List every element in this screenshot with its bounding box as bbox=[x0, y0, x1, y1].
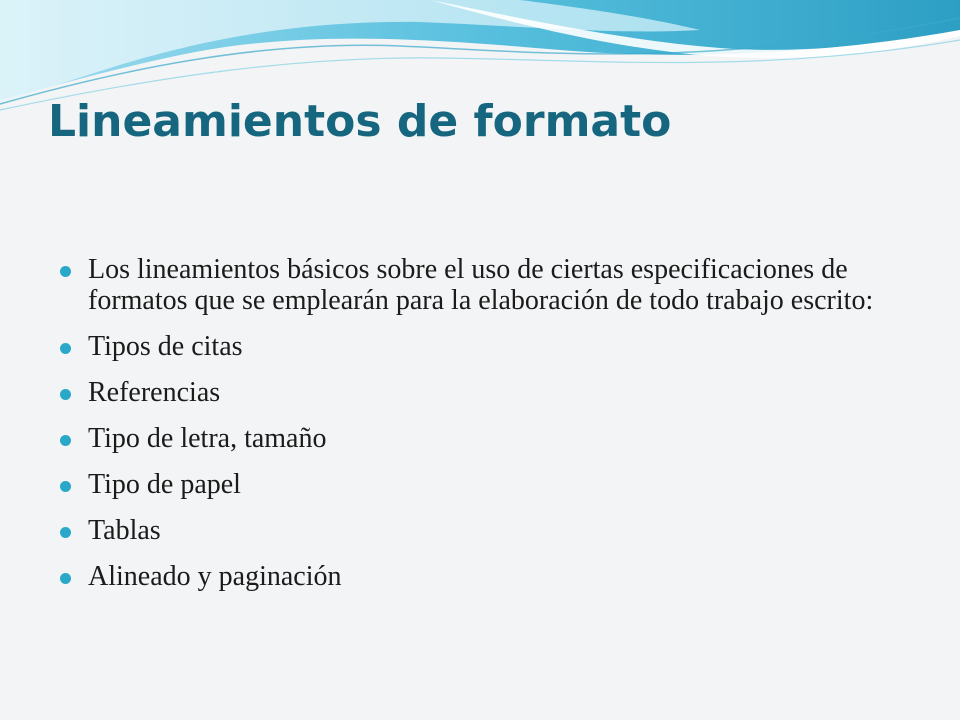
list-item-text: Los lineamientos básicos sobre el uso de ciertas especificaciones de formatos que se emplearán para la elaboración de todo trabajo escrito: bbox=[88, 254, 874, 316]
bullet-dot-icon bbox=[60, 343, 71, 354]
list-item bbox=[60, 515, 910, 546]
list-item bbox=[60, 561, 910, 592]
list-item-text: Tipo de papel bbox=[88, 469, 241, 500]
list-item-text: Tablas bbox=[88, 515, 161, 546]
list-item-text: Tipos de citas bbox=[88, 331, 243, 362]
list-item-text: Tipo de letra, tamaño bbox=[88, 423, 327, 454]
bullet-dot-icon bbox=[60, 435, 71, 446]
bullet-list bbox=[60, 254, 910, 607]
bullet-dot-icon bbox=[60, 527, 71, 538]
list-item-text: Referencias bbox=[88, 377, 221, 408]
list-item bbox=[60, 377, 910, 408]
list-item bbox=[60, 254, 910, 316]
list-item bbox=[60, 423, 910, 454]
list-item-text: Alineado y paginación bbox=[88, 561, 342, 592]
bullet-dot-icon bbox=[60, 389, 71, 400]
list-item bbox=[60, 469, 910, 500]
bullet-dot-icon bbox=[60, 266, 71, 277]
bullet-dot-icon bbox=[60, 481, 71, 492]
slide-title: Lineamientos de formato bbox=[48, 96, 672, 147]
list-item bbox=[60, 331, 910, 362]
bullet-dot-icon bbox=[60, 573, 71, 584]
